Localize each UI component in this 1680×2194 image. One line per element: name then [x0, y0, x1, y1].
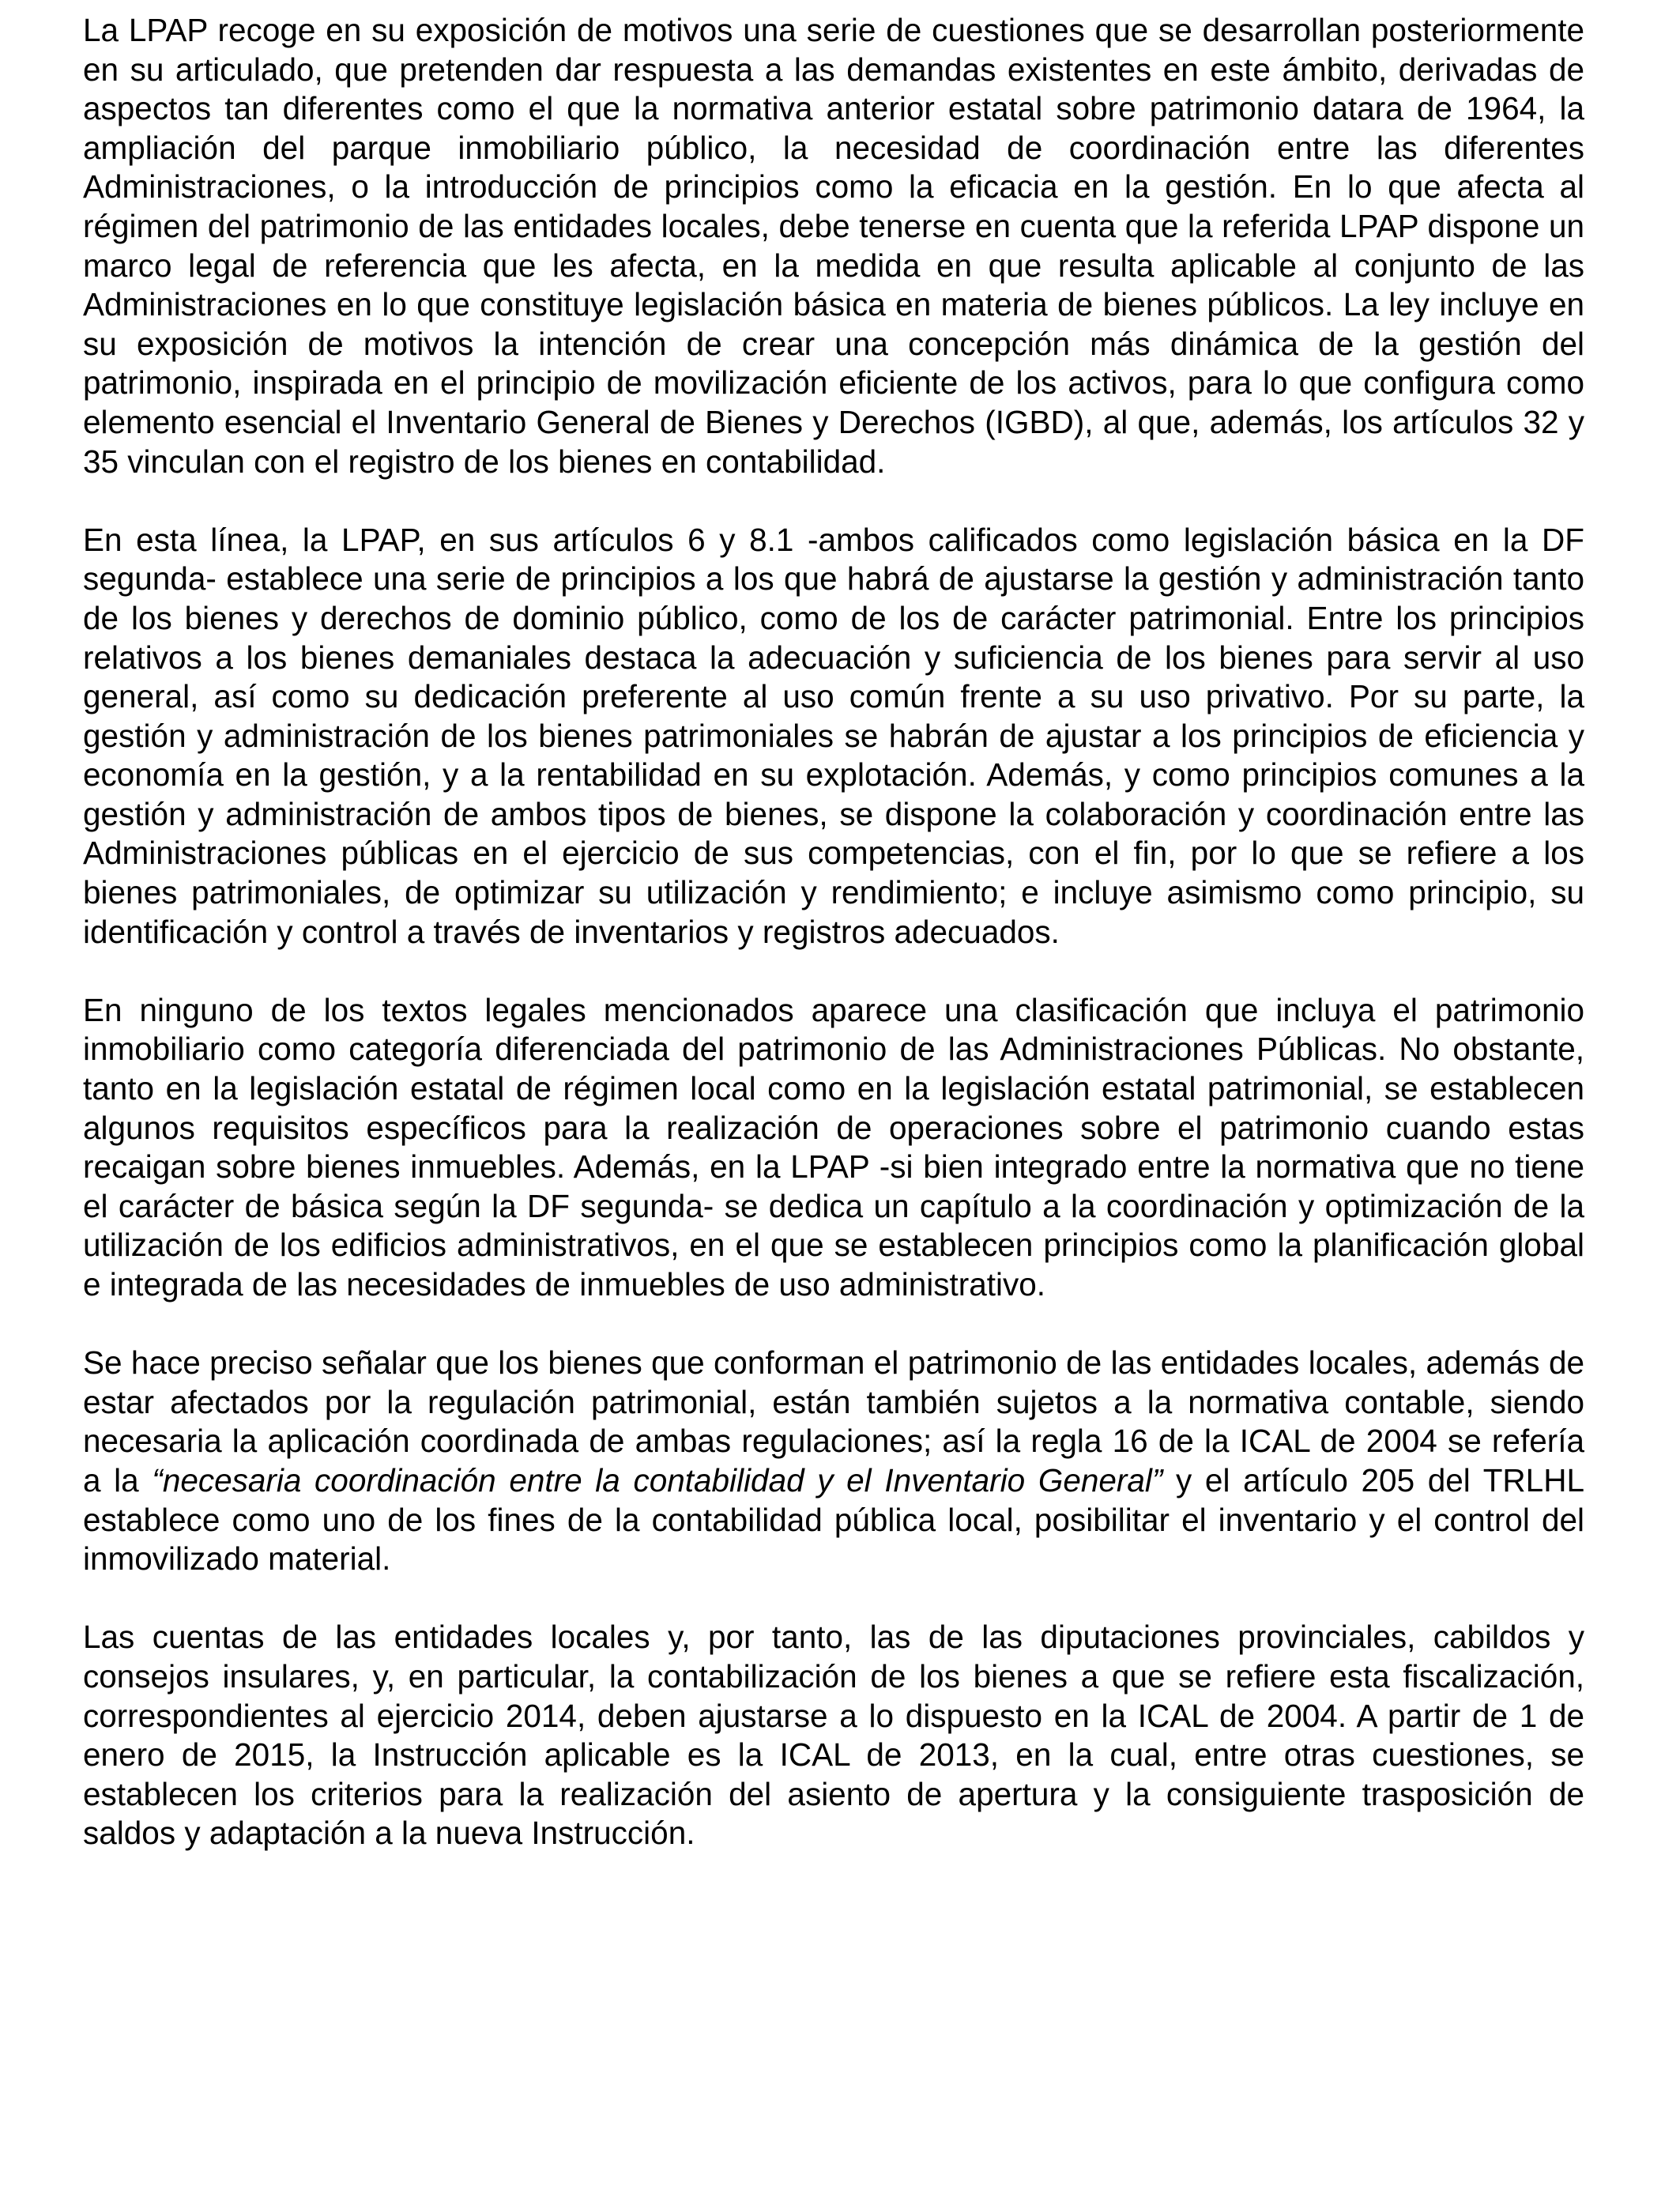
paragraph-normativa-contable: [83, 1344, 1584, 1579]
document-page: [83, 11, 1584, 1853]
paragraph-principios-gestion: En esta línea, la LPAP, en sus artículos 6 y 8.1 -ambos calificados como legislación básica en la DF segunda- establece una serie de principios a los que habrá de ajustarse la gestión y administración tanto de los bienes y derechos de dominio público, como de los de carácter patrimonial. Entre los principios relativos a los bienes demaniales destaca la adecuación y suficiencia de los bienes para servir al uso general, así como su dedicación preferente al uso común frente a su uso privativo. Por su parte, la gestión y administración de los bienes patrimoniales se habrán de ajustar a los principios de eficiencia y economía en la gestión, y a la rentabilidad en su explotación. Además, y como principios comunes a la gestión y administración de ambos tipos de bienes, se dispone la colaboración y coordinación entre las Administraciones públicas en el ejercicio de sus competencias, con el fin, por lo que se refiere a los bienes patrimoniales, de optimizar su utilización y rendimiento; e incluye asimismo como principio, su identificación y control a través de inventarios y registros adecuados.: [83, 521, 1584, 950]
paragraph-text-before-quote: Se hace preciso señalar que los bienes que conforman el patrimonio de las entidades locales, además de estar afectados por la regulación patrimonial, están también sujetos a la normativa contable, siendo necesaria la aplicación coordinada de ambas regulaciones; así la regla 16 de la ICAL de 2004 se refería a la: [83, 1344, 1584, 1498]
paragraph-text-after-quote: y el artículo 205 del TRLHL establece como uno de los fines de la contabilidad pública local, posibilitar el inventario y el control del inmovilizado material.: [83, 1461, 1584, 1578]
paragraph-patrimonio-inmobiliario: En ninguno de los textos legales mencionados aparece una clasificación que incluya el patrimonio inmobiliario como categoría diferenciada del patrimonio de las Administraciones Públicas. No obstante, tanto en la legislación estatal de régimen local como en la legislación estatal patrimonial, se establecen algunos requisitos específicos para la realización de operaciones sobre el patrimonio cuando estas recaigan sobre bienes inmuebles. Además, en la LPAP -si bien integrado entre la normativa que no tiene el carácter de básica según la DF segunda- se dedica un capítulo a la coordinación y optimización de la utilización de los edificios administrativos, en el que se establecen principios como la planificación global e integrada de las necesidades de inmuebles de uso administrativo.: [83, 991, 1584, 1302]
paragraph-cuentas-entidades-locales: Las cuentas de las entidades locales y, por tanto, las de las diputaciones provinciales, cabildos y consejos insulares, y, en particular, la contabilización de los bienes a que se refiere esta fiscalización, correspondientes al ejercicio 2014, deben ajustarse a lo dispuesto en la ICAL de 2004. A partir de 1 de enero de 2015, la Instrucción aplicable es la ICAL de 2013, en la cual, entre otras cuestiones, se establecen los criterios para la realización del asiento de apertura y la consiguiente trasposición de saldos y adaptación a la nueva Instrucción.: [83, 1619, 1584, 1852]
paragraph-lpap-exposicion-motivos: La LPAP recoge en su exposición de motivos una serie de cuestiones que se desarrollan posteriormente en su articulado, que pretenden dar respuesta a las demandas existentes en este ámbito, derivadas de aspectos tan diferentes como el que la normativa anterior estatal sobre patrimonio datara de 1964, la ampliación del parque inmobiliario público, la necesidad de coordinación entre las diferentes Administraciones, o la introducción de principios como la eficacia en la gestión. En lo que afecta al régimen del patrimonio de las entidades locales, debe tenerse en cuenta que la referida LPAP dispone un marco legal de referencia que les afecta, en la medida en que resulta aplicable al conjunto de las Administraciones en lo que constituye legislación básica en materia de bienes públicos. La ley incluye en su exposición de motivos la intención de crear una concepción más dinámica de la gestión del patrimonio, inspirada en el principio de movilización eficiente de los activos, para lo que configura como elemento esencial el Inventario General de Bienes y Derechos (IGBD), al que, además, los artículos 32 y 35 vinculan con el registro de los bienes en contabilidad.: [83, 12, 1584, 480]
italic-quote: “necesaria coordinación entre la contabilidad y el Inventario General”: [152, 1461, 1163, 1498]
